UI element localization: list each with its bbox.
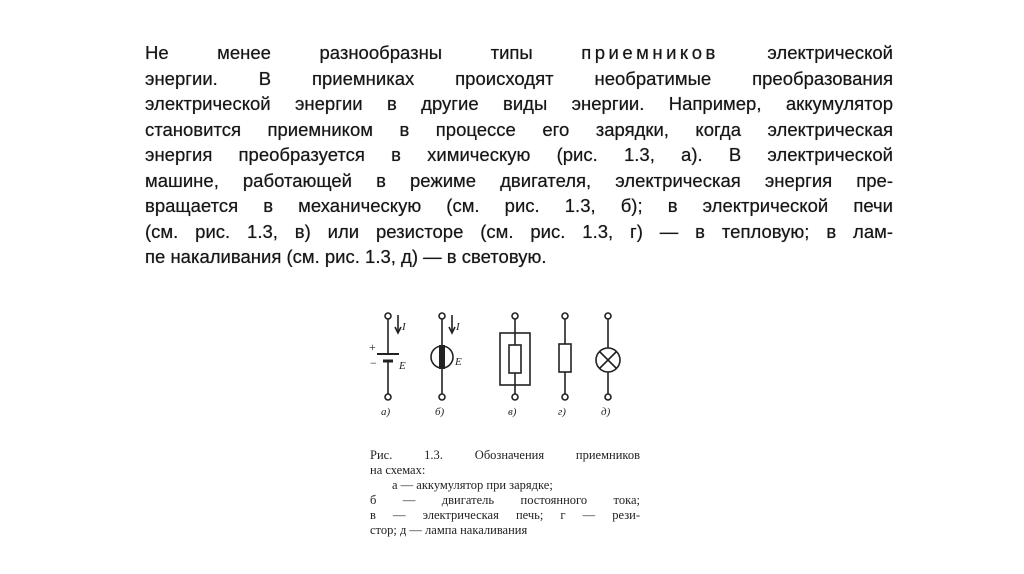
minus-sign: − [370, 356, 377, 370]
caption-title-cont: на схемах: [370, 463, 426, 477]
text-fragment: Не менее разнообразны типы [145, 42, 582, 63]
terminal-icon [439, 313, 445, 319]
paragraph-line: электрической энергии в другие виды энергии. Например, аккумулятор [145, 93, 893, 114]
terminal-icon [439, 394, 445, 400]
body-paragraph [145, 40, 893, 270]
caption-item: в — электрическая печь; г — рези- [370, 508, 640, 522]
circuit-symbols-diagram [355, 305, 655, 425]
terminal-icon [512, 394, 518, 400]
caption-item: б — двигатель постоянного тока; [370, 493, 640, 507]
paragraph-line [145, 40, 893, 66]
terminal-icon [562, 313, 568, 319]
terminal-icon [605, 313, 611, 319]
paragraph-line: вращается в механическую (см. рис. 1.3, б); в электрической печи [145, 195, 893, 216]
label-b: б) [435, 406, 445, 418]
paragraph-line: энергии. В приемниках происходят необратимые преобразования [145, 67, 893, 89]
caption-item: а — аккумулятор при зарядке; [392, 478, 553, 492]
plus-sign: + [369, 340, 376, 354]
terminal-icon [562, 394, 568, 400]
paragraph-line: энергия преобразуется в химическую (рис. 1.3, а). В электрической [145, 144, 893, 165]
resistor-icon [559, 344, 571, 372]
paragraph-line: становится приемником в процессе его зарядки, когда электрическая [145, 118, 893, 140]
current-symbol: I [456, 321, 460, 333]
emf-symbol: E [455, 356, 462, 368]
paragraph-line: пе накаливания (см. рис. 1.3, д) — в световую. [145, 246, 547, 267]
text-fragment: электрической [718, 42, 893, 63]
terminal-icon [385, 313, 391, 319]
spaced-term: приемников [581, 42, 719, 63]
caption-item: стор; д — лампа накаливания [370, 523, 528, 537]
terminal-icon [605, 394, 611, 400]
current-symbol: I [402, 321, 406, 333]
label-d: д) [601, 406, 611, 418]
furnace-element-icon [509, 345, 521, 373]
label-v: в) [508, 406, 517, 418]
terminal-icon [512, 313, 518, 319]
emf-symbol: E [399, 360, 406, 372]
paragraph-line: (см. рис. 1.3, в) или резисторе (см. рис. 1.3, г) — в тепловую; в лам- [145, 220, 893, 242]
receivers-figure [355, 305, 655, 425]
paragraph-line: машине, работающей в режиме двигателя, электрическая энергия пре- [145, 169, 893, 191]
figure-caption [370, 448, 640, 538]
caption-title: Рис. 1.3. Обозначения приемников [370, 448, 640, 462]
terminal-icon [385, 394, 391, 400]
label-a: а) [381, 406, 391, 418]
label-g: г) [558, 406, 566, 418]
